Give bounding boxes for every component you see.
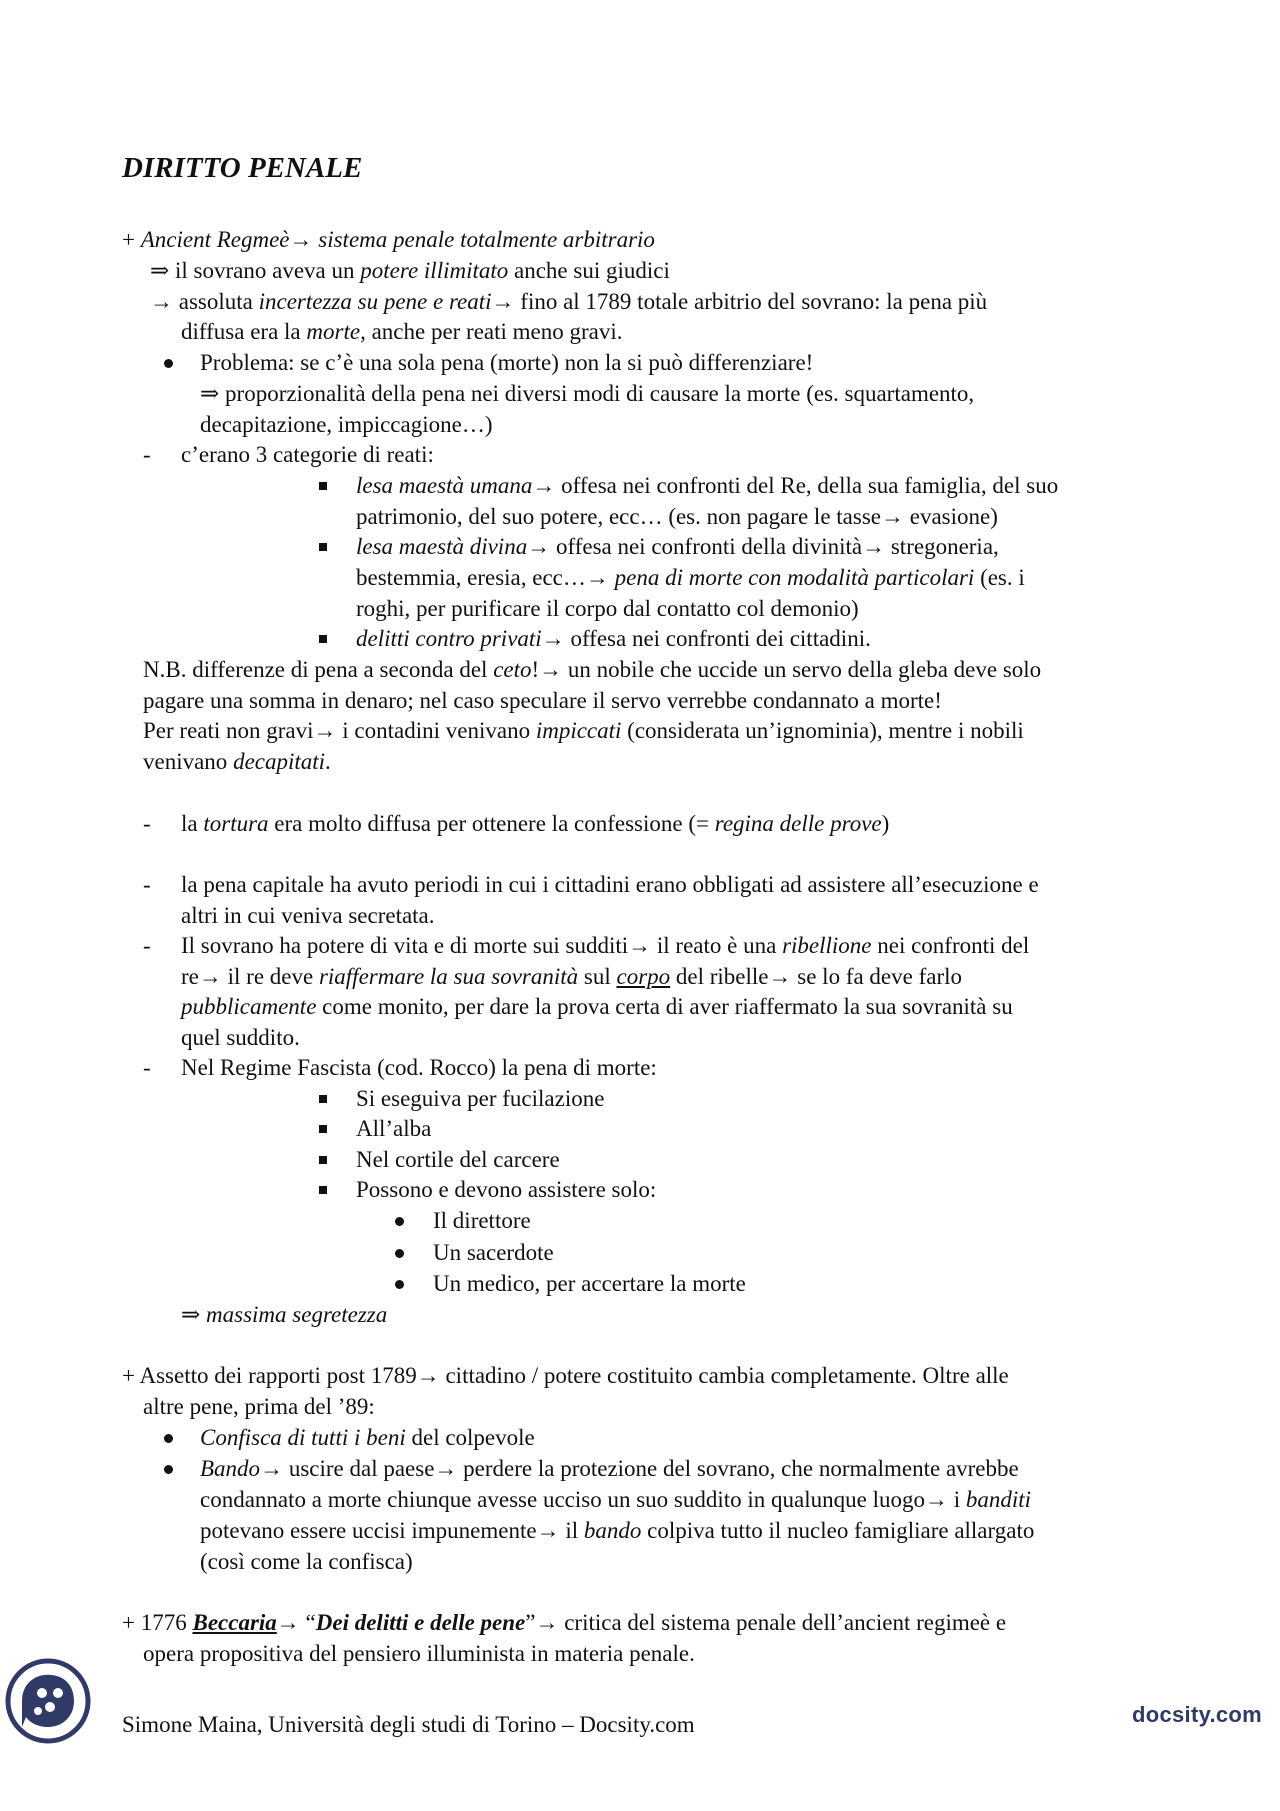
capital-line1: la pena capitale ha avuto periodi in cui i cittadini erano obbligati ad assistere all’esecuzione e — [181, 872, 1039, 897]
dash-marker: - — [143, 1055, 151, 1080]
cat1-line1: lesa maestà umana→ offesa nei confronti del Re, della sua famiglia, del suo — [356, 473, 1059, 498]
dash-marker: - — [143, 811, 151, 836]
s1-line3: → assoluta incertezza su pene e reati→ fino al 1789 totale arbitrio del sovrano: la pena più — [150, 289, 988, 314]
footer-credit: Simone Maina, Università degli studi di Torino – Docsity.com — [122, 1712, 695, 1737]
arrow-icon: → — [260, 1456, 284, 1481]
arrow-icon: → — [532, 473, 556, 498]
fascist-item3: Nel cortile del carcere — [356, 1147, 560, 1172]
cat2-line2: bestemmia, eresia, ecc…→ pena di morte con modalità particolari (es. i — [356, 565, 1025, 590]
arrow-icon: → — [416, 1363, 440, 1388]
cat2-line3: roghi, per purificare il corpo dal contatto col demonio) — [356, 596, 859, 621]
arrow-icon: → — [628, 933, 652, 958]
docsity-logo-icon[interactable] — [2, 1655, 94, 1747]
fascist-item2: All’alba — [356, 1116, 432, 1141]
torture-line: la tortura era molto diffusa per ottenere la confessione (= regina delle prove) — [181, 811, 890, 836]
sovereign-line2: re→ il re deve riaffermare la sua sovranità sul corpo del ribelle→ se lo fa deve farlo — [181, 964, 963, 989]
bullet-dot-icon — [164, 1465, 173, 1474]
arrow-icon: → — [150, 289, 173, 314]
witness-3: Un medico, per accertare la morte — [433, 1271, 746, 1296]
arrow-icon: → — [198, 964, 222, 989]
s1-line2: ⇒ il sovrano aveva un potere illimitato anche sui giudici — [150, 258, 670, 283]
s2-bullet1: Confisca di tutti i beni del colpevole — [200, 1425, 535, 1450]
bullet-dot-icon — [164, 359, 173, 368]
s1-line5: Problema: se c’è una sola pena (morte) non la si può differenziare! — [200, 350, 814, 375]
bullet-dot-icon — [395, 1249, 404, 1258]
s2-bullet2-line2: condannato a morte chiunque avesse ucciso un suo suddito in qualunque luogo→ i banditi — [200, 1487, 1032, 1512]
implies-icon: ⇒ — [181, 1302, 201, 1327]
arrow-icon: → — [541, 626, 565, 651]
s1-line7: decapitazione, impiccagione…) — [200, 412, 493, 437]
dash-marker: - — [143, 933, 151, 958]
square-bullet-icon — [319, 1095, 327, 1103]
s1-line6: ⇒ proporzionalità della pena nei diversi modi di causare la morte (es. squartamento, — [200, 381, 975, 406]
cat1-line2: patrimonio, del suo potere, ecc… (es. non pagare le tasse→ evasione) — [356, 504, 998, 529]
arrow-icon: → — [539, 657, 563, 682]
square-bullet-icon — [319, 1125, 327, 1133]
arrow-icon: → — [880, 504, 904, 529]
arrow-icon: → — [535, 1610, 559, 1635]
square-bullet-icon — [319, 635, 327, 643]
s3-line2: opera propositiva del pensiero illuminista in materia penale. — [143, 1641, 695, 1666]
brand-link[interactable]: docsity.com — [1132, 1702, 1263, 1727]
arrow-icon: → — [862, 534, 886, 559]
implies-icon: ⇒ — [200, 381, 220, 406]
nb-line1: N.B. differenze di pena a seconda del ceto!→ un nobile che uccide un servo della gleba deve solo — [143, 657, 1042, 682]
arrow-icon: → — [276, 1610, 300, 1635]
witness-1: Il direttore — [433, 1208, 531, 1233]
s2-line1: + Assetto dei rapporti post 1789→ cittadino / potere costituito cambia completamente. Oltre alle — [122, 1363, 1009, 1388]
s2-bullet2-line3: potevano essere uccisi impunemente→ il bando colpiva tutto il nucleo famigliare allargato — [200, 1518, 1035, 1543]
page-title: DIRITTO PENALE — [122, 152, 363, 184]
fascist-item1: Si eseguiva per fucilazione — [356, 1086, 605, 1111]
secrecy-line: ⇒ massima segretezza — [181, 1302, 388, 1327]
nb-line4: venivano decapitati. — [143, 749, 331, 774]
bullet-dot-icon — [395, 1280, 404, 1289]
s2-bullet2-line1: Bando→ uscire dal paese→ perdere la protezione del sovrano, che normalmente avrebbe — [200, 1456, 1019, 1481]
implies-icon: ⇒ — [150, 258, 170, 283]
witness-2: Un sacerdote — [433, 1240, 554, 1265]
arrow-icon: → — [924, 1487, 948, 1512]
bullet-dot-icon — [395, 1217, 404, 1226]
bullet-dot-icon — [164, 1434, 173, 1443]
fascist-item4: Possono e devono assistere solo: — [356, 1177, 657, 1202]
s1-line8: c’erano 3 categorie di reati: — [181, 442, 434, 467]
arrow-icon: → — [289, 227, 313, 252]
square-bullet-icon — [319, 482, 327, 490]
dash-marker: - — [143, 872, 151, 897]
arrow-icon: → — [313, 718, 337, 743]
sovereign-line4: quel suddito. — [181, 1025, 300, 1050]
sovereign-line1: Il sovrano ha potere di vita e di morte sui sudditi→ il reato è una ribellione nei confronti del — [181, 933, 1030, 958]
s3-line1: + 1776 Beccaria→ “Dei delitti e delle pene”→ critica del sistema penale dell’ancient regimeè e — [122, 1610, 1007, 1635]
dash-marker: - — [143, 442, 151, 467]
square-bullet-icon — [319, 1186, 327, 1194]
arrow-icon: → — [434, 1456, 458, 1481]
nb-line2: pagare una somma in denaro; nel caso speculare il servo verrebbe condannato a morte! — [143, 688, 942, 713]
sovereign-line3: pubblicamente come monito, per dare la prova certa di aver riaffermato la sua sovranità su — [181, 994, 1013, 1019]
arrow-icon: → — [491, 289, 515, 314]
nb-line3: Per reati non gravi→ i contadini venivano impiccati (considerata un’ignominia), mentre i nobili — [143, 718, 1024, 743]
s2-bullet2-line4: (così come la confisca) — [200, 1549, 413, 1574]
capital-line2: altri in cui veniva secretata. — [181, 903, 435, 928]
s2-line2: altre pene, prima del ’89: — [143, 1394, 375, 1419]
s1-line1: + Ancient Regmeè→ sistema penale totalmente arbitrario — [122, 227, 655, 252]
square-bullet-icon — [319, 543, 327, 551]
cat3-line1: delitti contro privati→ offesa nei confronti dei cittadini. — [356, 626, 871, 651]
s1-line4: diffusa era la morte, anche per reati meno gravi. — [181, 319, 623, 344]
arrow-icon: → — [585, 565, 609, 590]
arrow-icon: → — [536, 1518, 560, 1543]
square-bullet-icon — [319, 1156, 327, 1164]
arrow-icon: → — [768, 964, 792, 989]
fascist-line: Nel Regime Fascista (cod. Rocco) la pena di morte: — [181, 1055, 657, 1080]
arrow-icon: → — [527, 534, 551, 559]
cat2-line1: lesa maestà divina→ offesa nei confronti della divinità→ stregoneria, — [356, 534, 999, 559]
